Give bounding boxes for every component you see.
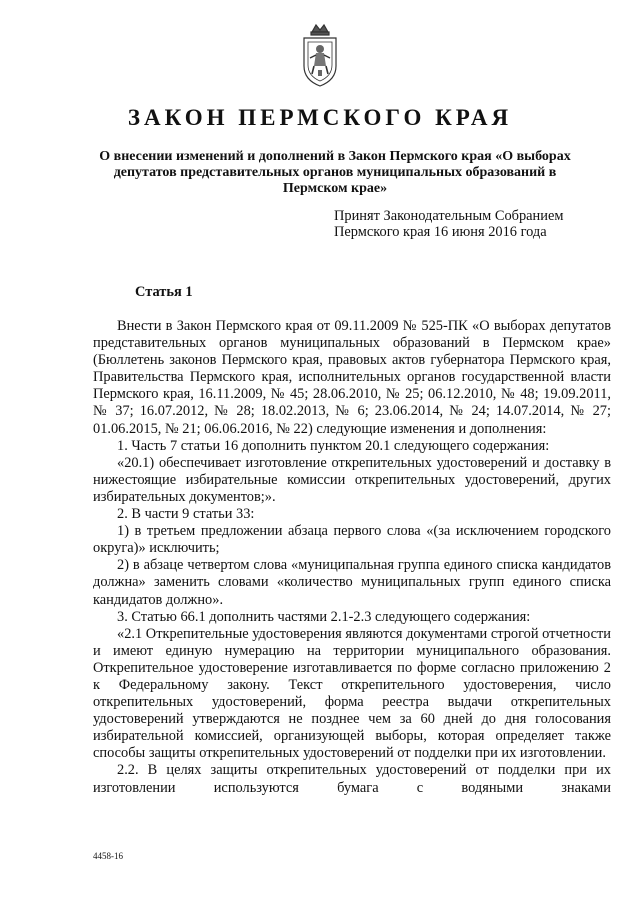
adoption-note [334,208,614,240]
article-heading: Статья 1 [135,284,193,300]
paragraph: 1) в третьем предложении абзаца первого слова «(за исключением городского округа)» исключить; [93,523,611,557]
paragraph: Внести в Закон Пермского края от 09.11.2009 № 525-ПК «О выборах депутатов представительных органов муниципальных образований в Пермском крае» (Бюллетень законов Пермского края, правовых актов губернатора Пермского края, Правительства Пермского края, исполнительных органов государственной власти Пермского края, 16.11.2009, № 45; 28.06.2010, № 25; 06.12.2010, № 48; 19.09.2011, № 37; 16.07.2012, № 28; 18.02.2013, № 6; 23.06.2014, № 24; 14.07.2014, № 27; 01.06.2015, № 21; 06.06.2016, № 22) следующие изменения и дополнения: [93,318,611,437]
paragraph: «20.1) обеспечивает изготовление открепительных удостоверений и доставку в нижестоящие избирательные комиссии открепительных удостоверений, других избирательных документов;». [93,454,611,505]
law-subtitle: О внесении изменений и дополнений в Закон Пермского края «О выборах депутатов представительных органов муниципальных образований в Пермском крае» [99,149,571,196]
paragraph: 2. В части 9 статьи 33: [117,506,255,523]
paragraph: 1. Часть 7 статьи 16 дополнить пунктом 20.1 следующего содержания: [117,437,550,454]
paragraph: «2.1 Открепительные удостоверения являются документами строгой отчетности и имеют единую нумерацию на территории муниципального образования. Открепительное удостоверение изготавливается по форме согласно приложению 2 к Федеральному закону. Текст открепительного удостоверения, число открепительных удостоверений, форма реестра выдачи открепительных удостоверений утверждаются не позднее чем за 60 дней до дня голосования избирательной комиссией, организующей выборы, которая определяет также способы защиты открепительных удостоверений от подделки при их изготовлении. [93,625,611,762]
law-title: ЗАКОН ПЕРМСКОГО КРАЯ [127,105,513,130]
paragraph: 2.2. В целях защиты открепительных удостоверений от подделки при их изготовлении используются бумага с водяными знаками [93,762,611,796]
coat-of-arms-emblem [296,22,344,90]
paragraph: 3. Статью 66.1 дополнить частями 2.1-2.3 следующего содержания: [117,608,531,625]
document-code: 4458-16 [93,851,123,861]
article-body [93,318,611,796]
adoption-line-2: Пермского края 16 июня 2016 года [334,224,547,240]
adoption-line-1: Принят Законодательным Собранием [334,208,564,224]
paragraph: 2) в абзаце четвертом слова «муниципальная группа единого списка кандидатов должна» заменить словами «количество муниципальных групп единого списка кандидатов должно». [93,557,611,608]
